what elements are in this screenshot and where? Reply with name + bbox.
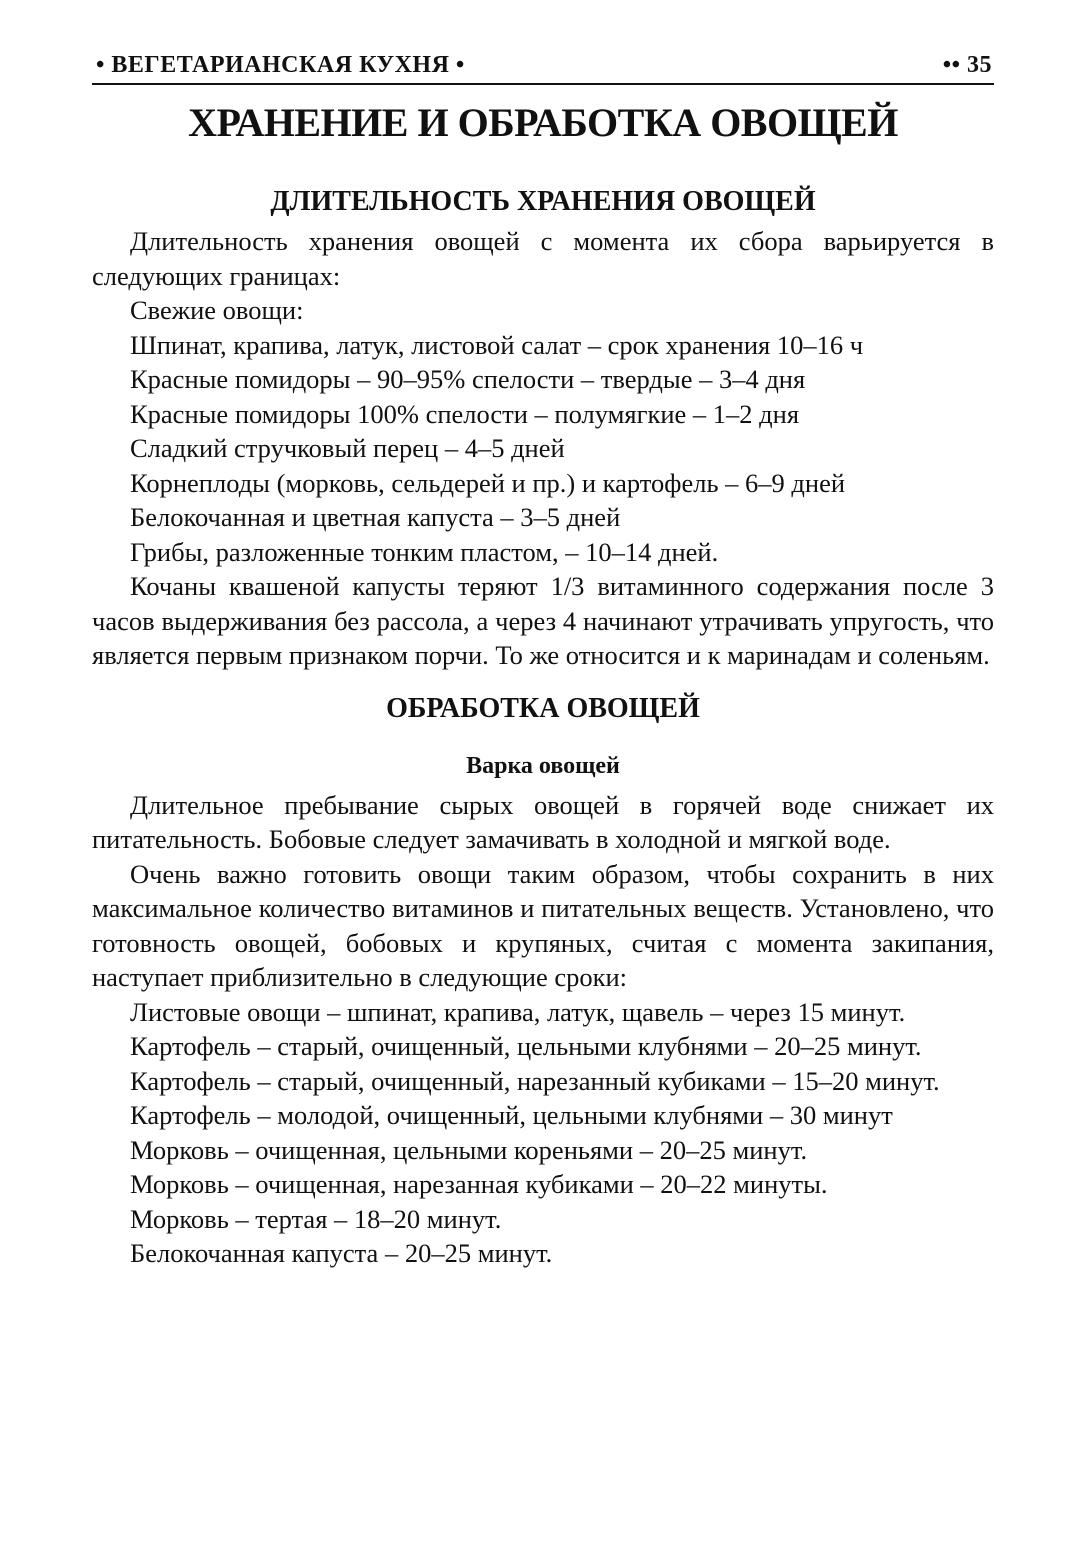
storage-intro-paragraph: Длительность хранения овощей с момента их сбора варьируется в следующих границах: — [92, 226, 994, 291]
page-number: •• 35 — [942, 52, 992, 78]
storage-list-item: Грибы, разложенные тонким пластом, – 10–14 дней. — [130, 536, 719, 567]
boiling-section-body — [92, 788, 994, 1271]
section-title-processing: ОБРАБОТКА ОВОЩЕЙ — [386, 692, 700, 724]
cooking-time-item: Морковь – очищенная, цельными кореньями – 20–25 минут. — [130, 1134, 808, 1165]
cooking-time-item: Картофель – старый, очищенный, нарезанный кубиками – 15–20 минут. — [130, 1065, 940, 1096]
storage-list-item: Шпинат, крапива, латук, листовой салат – срок хранения 10–16 ч — [130, 329, 864, 360]
storage-list-item: Белокочанная и цветная капуста – 3–5 дней — [130, 502, 621, 532]
boiling-paragraph-2: Очень важно готовить овощи таким образом, чтобы сохранить в них максимальное количество витаминов и питательных веществ. Установлено, что готовность овощей, бобовых и крупяных, считая с момента закипания, наступает приблизительно в следующие сроки: — [92, 858, 994, 992]
storage-section-body — [92, 224, 994, 673]
fresh-vegetables-subhead: Свежие овощи: — [130, 295, 304, 325]
cooking-time-item: Белокочанная капуста – 20–25 минут. — [130, 1238, 553, 1268]
storage-list-item: Сладкий стручковый перец – 4–5 дней — [130, 433, 565, 463]
cooking-time-item: Картофель – старый, очищенный, цельными клубнями – 20–25 минут. — [130, 1031, 922, 1061]
running-header — [92, 52, 994, 85]
storage-list-item: Красные помидоры 100% спелости – полумягкие – 1–2 дня — [130, 398, 800, 429]
cooking-time-item: Листовые овощи – шпинат, крапива, латук, щавель – через 15 минут. — [130, 996, 906, 1027]
cooking-time-item: Морковь – очищенная, нарезанная кубиками – 20–22 минуты. — [130, 1169, 828, 1199]
chapter-title: ХРАНЕНИЕ И ОБРАБОТКА ОВОЩЕЙ — [188, 100, 898, 145]
cooking-time-item: Картофель – молодой, очищенный, цельными клубнями – 30 минут — [130, 1100, 893, 1130]
boiling-paragraph-1: Длительное пребывание сырых овощей в горячей воде снижает их питательность. Бобовые следует замачивать в холодной и мягкой воде. — [92, 789, 994, 854]
sauerkraut-note-paragraph: Кочаны квашеной капусты теряют 1/3 витаминного содержания после 3 часов выдерживания без рассола, а через 4 начинают утрачивать упругость, что является первым признаком порчи. То же относится и к маринадам и соленьям. — [92, 571, 994, 670]
subsection-title-boiling: Варка овощей — [466, 752, 620, 779]
running-header-title: • ВЕГЕТАРИАНСКАЯ КУХНЯ • — [96, 52, 465, 78]
cooking-time-item: Морковь – тертая – 18–20 минут. — [130, 1203, 502, 1234]
section-title-storage: ДЛИТЕЛЬНОСТЬ ХРАНЕНИЯ ОВОЩЕЙ — [270, 186, 816, 217]
storage-list-item: Красные помидоры – 90–95% спелости – твердые – 3–4 дня — [130, 364, 806, 394]
storage-list-item: Корнеплоды (морковь, сельдерей и пр.) и картофель – 6–9 дней — [130, 467, 846, 498]
